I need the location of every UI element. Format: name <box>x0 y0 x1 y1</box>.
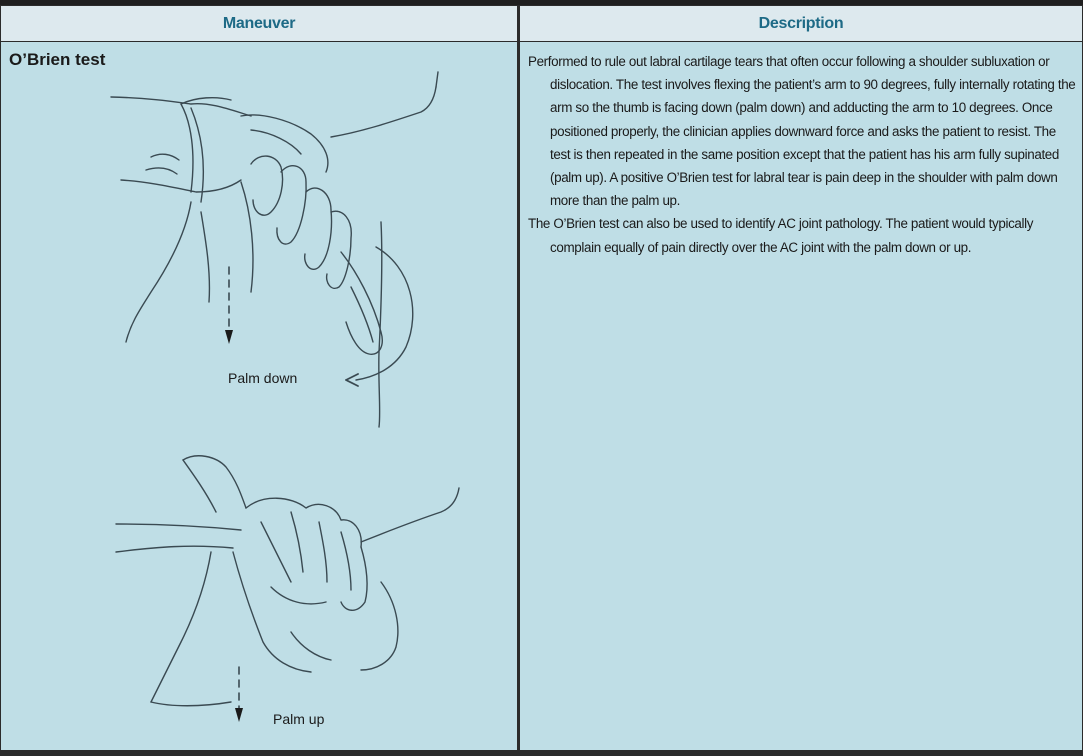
palm-up-hands-drawing <box>116 456 459 706</box>
obrien-test-illustration <box>1 42 517 750</box>
maneuver-name: O’Brien test <box>9 50 106 69</box>
caption-palm-up: Palm up <box>273 711 325 727</box>
description-cell <box>520 42 1082 750</box>
description-paragraph-2: The O’Brien test can also be used to identify AC joint pathology. The patient would typically complain equally of pain directly over the AC joint with the palm down or up. <box>528 216 1034 255</box>
description-paragraph-1: Performed to rule out labral cartilage tears that often occur following a shoulder subluxation or dislocation. The test involves flexing the patient’s arm to 90 degrees, fully internally rotating the arm so the thumb is facing down (palm down) and adducting the arm to 10 degrees. Once positioned properly, the clinician applies downward force and asks the patient to resist. The test is then repeated in the same position except that the patient has his arm fully supinated (palm up). A positive O’Brien test for labral tear is pain deep in the shoulder with palm down more than the palm up. <box>528 54 1076 209</box>
rotation-arrow <box>356 247 413 380</box>
table-top-border <box>0 0 1083 5</box>
caption-palm-down: Palm down <box>228 370 298 386</box>
column-header-description: Description <box>520 6 1082 41</box>
column-header-maneuver: Maneuver <box>1 6 517 41</box>
maneuver-cell <box>1 42 517 750</box>
description-text <box>528 50 1076 259</box>
